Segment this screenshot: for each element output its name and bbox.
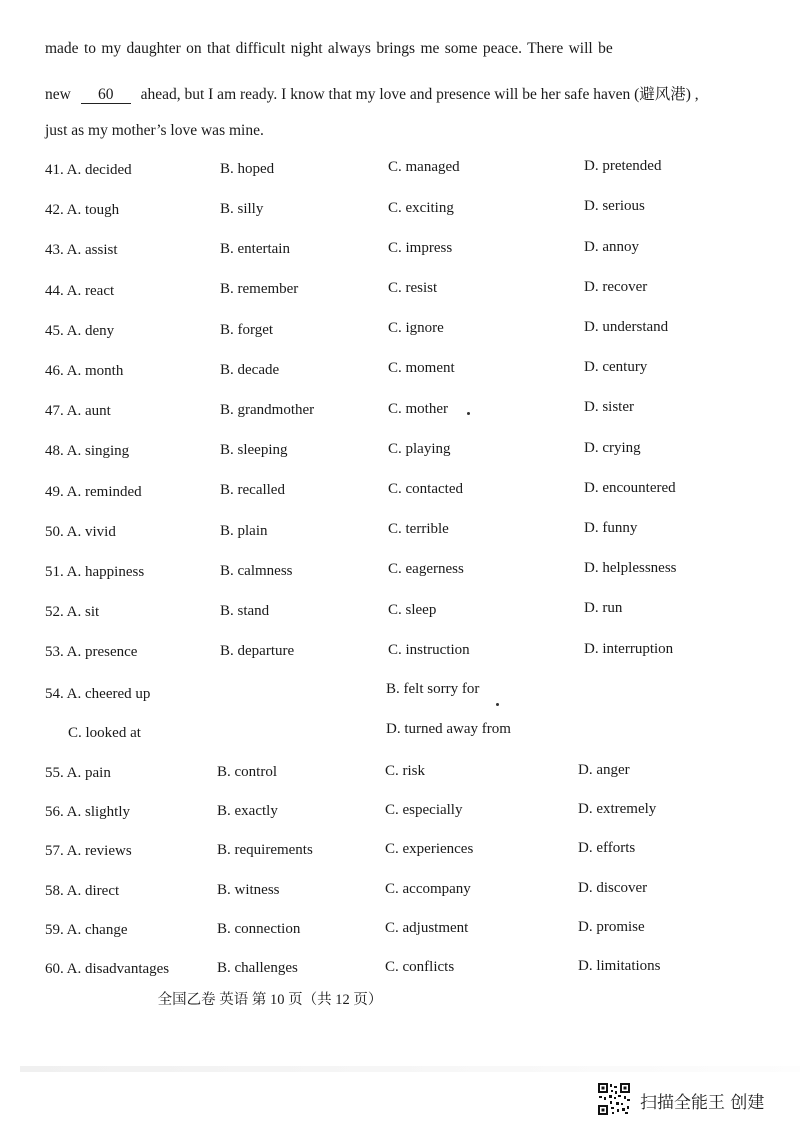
- option-questions-3-c: C. resist: [388, 280, 438, 296]
- option-questions-8-b: B. recalled: [220, 482, 285, 499]
- option-questions2-4-d: D. promise: [578, 918, 645, 935]
- option-questions-7-c: C. playing: [388, 440, 451, 457]
- option-questions-2-b: B. entertain: [220, 241, 290, 258]
- passage-line-3: just as my mother’s love was mine.: [45, 122, 264, 139]
- option-questions-4-b: B. forget: [220, 321, 274, 338]
- option-54-c: C. looked at: [68, 725, 141, 741]
- speck: [496, 703, 499, 706]
- option-questions2-0-d: D. anger: [578, 762, 630, 778]
- option-54-b: B. felt sorry for: [386, 681, 480, 697]
- option-questions-5-d: D. century: [584, 359, 648, 376]
- option-questions-3-d: D. recover: [584, 278, 648, 295]
- option-questions-5-a: 46. A. month: [45, 363, 124, 379]
- option-questions2-0-a: 55. A. pain: [45, 765, 111, 781]
- option-questions2-5-c: C. conflicts: [385, 959, 455, 975]
- option-questions-10-a: 51. A. happiness: [45, 564, 145, 580]
- option-questions-1-a: 42. A. tough: [45, 202, 120, 219]
- option-questions-3-b: B. remember: [220, 281, 299, 298]
- option-questions-12-a: 53. A. presence: [45, 644, 138, 661]
- option-questions-3-a: 44. A. react: [45, 282, 115, 299]
- option-questions2-4-a: 59. A. change: [45, 921, 128, 938]
- option-questions2-5-b: B. challenges: [217, 960, 298, 976]
- option-questions-10-c: C. eagerness: [388, 561, 464, 578]
- scanner-watermark: 扫描全能王 创建: [640, 1093, 765, 1113]
- option-questions-9-b: B. plain: [220, 522, 268, 539]
- option-54-a: 54. A. cheered up: [45, 686, 151, 702]
- option-questions-9-c: C. terrible: [388, 521, 449, 538]
- passage-line-2: [45, 82, 699, 104]
- page-footer: 全国乙卷 英语 第 10 页（共 12 页）: [157, 992, 383, 1008]
- option-questions-12-c: C. instruction: [388, 641, 470, 658]
- option-questions2-5-a: 60. A. disadvantages: [45, 961, 170, 977]
- option-questions2-4-c: C. adjustment: [385, 919, 469, 936]
- option-questions-2-c: C. impress: [388, 239, 453, 256]
- option-questions-6-a: 47. A. aunt: [45, 403, 111, 420]
- passage-line-2-end: ahead, but I am ready. I know that my love and presence will be her safe haven (避风港) ,: [140, 86, 699, 103]
- option-questions-8-c: C. contacted: [388, 481, 463, 497]
- option-54-d: D. turned away from: [386, 721, 511, 737]
- option-questions-0-d: D. pretended: [584, 158, 662, 175]
- scan-edge: [20, 1066, 800, 1072]
- option-questions-2-d: D. annoy: [584, 238, 639, 255]
- option-questions2-0-b: B. control: [217, 764, 277, 780]
- option-questions-9-a: 50. A. vivid: [45, 523, 116, 540]
- option-questions2-3-c: C. accompany: [385, 880, 471, 897]
- option-questions-9-d: D. funny: [584, 519, 638, 536]
- option-questions-1-b: B. silly: [220, 200, 264, 217]
- option-questions-0-a: 41. A. decided: [45, 162, 132, 178]
- option-questions-6-c: C. mother: [388, 400, 448, 417]
- option-questions2-3-a: 58. A. direct: [45, 882, 120, 899]
- option-questions-12-b: B. departure: [220, 643, 295, 660]
- option-questions-11-b: B. stand: [220, 602, 270, 619]
- option-questions-6-d: D. sister: [584, 399, 634, 416]
- passage-line-2-start: new: [45, 86, 71, 103]
- speck: [467, 412, 470, 415]
- option-questions2-3-d: D. discover: [578, 879, 648, 896]
- option-questions2-2-c: C. experiences: [385, 841, 474, 858]
- option-questions-11-d: D. run: [584, 600, 623, 617]
- option-questions2-1-a: 56. A. slightly: [45, 804, 131, 821]
- passage-line-1: made to my daughter on that difficult night always brings me some peace. There will be: [45, 40, 613, 57]
- option-questions-7-b: B. sleeping: [220, 442, 288, 459]
- option-questions-5-c: C. moment: [388, 360, 455, 377]
- option-questions-0-c: C. managed: [388, 159, 460, 176]
- option-questions-12-d: D. interruption: [584, 640, 674, 657]
- option-questions2-1-c: C. especially: [385, 802, 463, 819]
- option-questions-4-a: 45. A. deny: [45, 322, 115, 339]
- qr-code-icon: [597, 1082, 631, 1116]
- option-questions2-3-b: B. witness: [217, 881, 280, 898]
- option-questions-6-b: B. grandmother: [220, 401, 315, 418]
- option-questions-2-a: 43. A. assist: [45, 242, 118, 259]
- option-questions2-2-a: 57. A. reviews: [45, 843, 132, 860]
- option-questions-11-c: C. sleep: [388, 601, 437, 618]
- option-questions2-5-d: D. limitations: [578, 958, 661, 974]
- option-questions-4-c: C. ignore: [388, 320, 444, 337]
- option-questions-1-d: D. serious: [584, 198, 645, 215]
- option-questions2-4-b: B. connection: [217, 920, 301, 937]
- option-questions-5-b: B. decade: [220, 361, 280, 378]
- option-questions2-0-c: C. risk: [385, 763, 426, 779]
- option-questions-4-d: D. understand: [584, 318, 669, 335]
- option-questions-8-d: D. encountered: [584, 479, 676, 496]
- option-questions-10-b: B. calmness: [220, 562, 293, 579]
- blank-60: 60: [81, 87, 131, 104]
- option-questions-11-a: 52. A. sit: [45, 604, 100, 621]
- option-questions-8-a: 49. A. reminded: [45, 483, 142, 500]
- option-questions2-1-d: D. extremely: [578, 801, 657, 818]
- option-questions-10-d: D. helplessness: [584, 560, 677, 577]
- option-questions2-1-b: B. exactly: [217, 803, 278, 820]
- option-questions2-2-d: D. efforts: [578, 840, 636, 857]
- option-questions-0-b: B. hoped: [220, 160, 275, 177]
- option-questions-1-c: C. exciting: [388, 199, 454, 216]
- option-questions-7-d: D. crying: [584, 439, 641, 456]
- option-questions-7-a: 48. A. singing: [45, 443, 130, 460]
- option-questions2-2-b: B. requirements: [217, 842, 313, 859]
